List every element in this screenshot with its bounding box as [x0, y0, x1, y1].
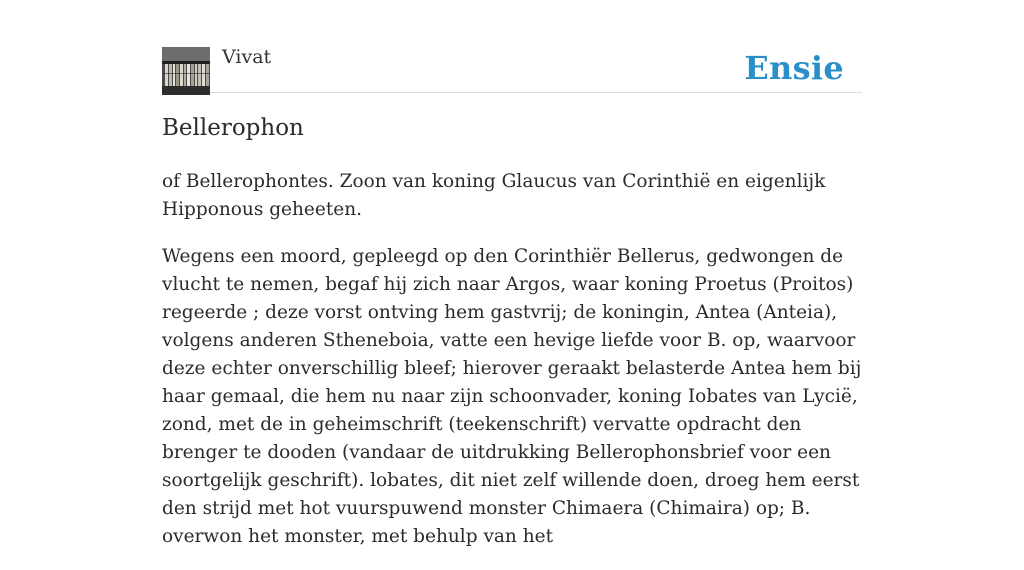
bookshelf-avatar-image [162, 47, 210, 95]
header [162, 0, 862, 93]
brand-logo[interactable]: Ensie [744, 49, 844, 87]
page [162, 0, 862, 547]
article-title: Bellerophon [162, 115, 304, 141]
article-paragraph: of Bellerophontes. Zoon van koning Glaucus van Corinthië en eigenlijk Hipponous geheeten. [162, 171, 826, 220]
article-body [162, 168, 866, 570]
article-paragraph: Wegens een moord, gepleegd op den Corinthiër Bellerus, gedwongen de vlucht te nemen, begaf hij zich naar Argos, waar koning Proetus (Proitos) regeerde ; deze vorst ontving hem gastvrij; de koningin, Antea (Anteia), volgens anderen Stheneboia, vatte een hevige liefde voor B. op, waarvoor deze echter onverschillig bleef; hierover geraakt belasterde Antea hem bij haar gemaal, die hem nu naar zijn schoonvader, koning Iobates van Lycië, zond, met de in geheimschrift (teekenschrift) vervatte opdracht den brenger te dooden (vandaar de uitdrukking Bellerophonsbrief voor een soortgelijk geschrift). lobates, dit niet zelf willende doen, droeg hem eerst den strijd met hot vuurspuwend monster Chimaera (Chimaira) op; B. overwon het monster, met behulp van het [162, 246, 862, 547]
author-name[interactable]: Vivat [222, 46, 272, 68]
avatar[interactable] [162, 47, 210, 95]
